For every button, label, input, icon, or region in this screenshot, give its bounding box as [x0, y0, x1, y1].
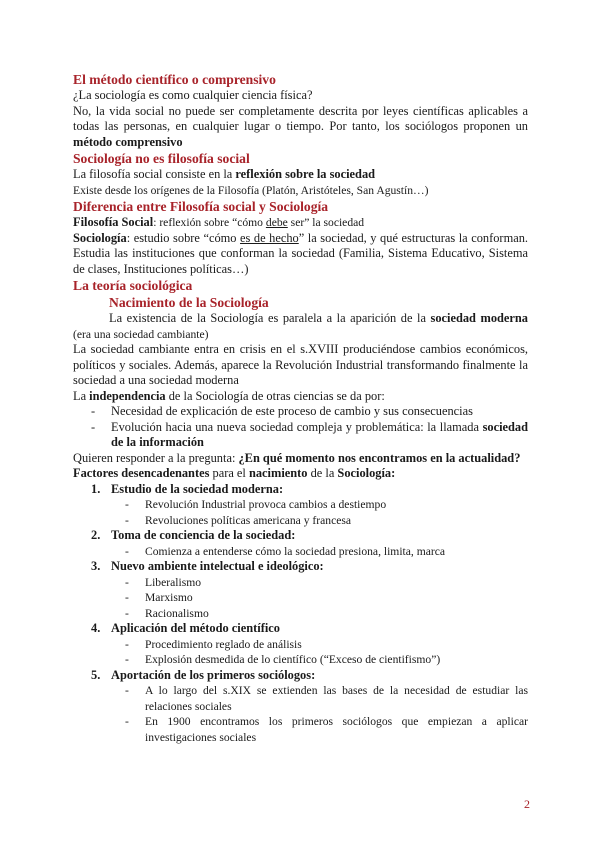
page-number: 2: [524, 797, 530, 811]
text-span: Quieren responder a la pregunta:: [73, 450, 239, 465]
list-item: [91, 420, 528, 451]
factor-item: [91, 559, 528, 621]
page-content: [73, 71, 528, 745]
list-item: - Revoluciones políticas americana y francesa: [125, 513, 528, 529]
paragraph-independencia: [73, 389, 528, 405]
list-item: - Revolución Industrial provoca cambios a destiempo: [125, 497, 528, 513]
factor-item: [91, 621, 528, 668]
list-item: - Procedimiento reglado de análisis: [125, 637, 528, 653]
paragraph-origenes: Existe desde los orígenes de la Filosofía (Platón, Aristóteles, San Agustín…): [73, 183, 429, 197]
paragraph-filosofia-social: [73, 167, 528, 183]
bold-sociologia: Sociología:: [337, 466, 396, 480]
independence-list: [73, 404, 528, 451]
factors-list: [73, 482, 528, 746]
text-span: ser” la sociedad: [287, 216, 365, 229]
heading-teoria: La teoría sociológica: [73, 278, 193, 293]
factor-title: Aportación de los primeros sociólogos:: [111, 667, 316, 682]
factor-item: [91, 528, 528, 559]
text-span: La existencia de la Sociología es paralela a la aparición de la: [109, 311, 431, 325]
subheading-nacimiento: Nacimiento de la Sociología: [109, 295, 269, 310]
factor-sublist: [111, 637, 528, 668]
text-span: de la: [307, 466, 338, 480]
list-item: - Marxismo: [125, 590, 528, 606]
paragraph-sociologia-def: [73, 231, 528, 278]
text-span: para el: [209, 466, 249, 480]
text-span: (era una sociedad cambiante): [73, 327, 209, 341]
bold-metodo-comprensivo: método comprensivo: [73, 134, 183, 149]
label-filosofia-social: Filosofía Social: [73, 215, 154, 229]
list-item: - Explosión desmedida de lo científico (“Exceso de cientifismo”): [125, 652, 528, 668]
text-span: ” la sociedad, y qué estructuras la conforman. Estudia las instituciones que conforman la sociedad (Familia, Sistema Educativo, Sistema de clases, Instituciones políticas…): [73, 230, 528, 276]
paragraph-filosofia-def: [73, 215, 528, 231]
bold-factores: Factores desencadenantes: [73, 466, 210, 480]
bold-sociedad-moderna: sociedad moderna: [430, 311, 528, 325]
paragraph-pregunta: [73, 451, 528, 467]
paragraph-sociedad-cambiante: La sociedad cambiante entra en crisis en el s.XVIII produciéndose cambios económicos, políticos y sociales. Además, aparece la Revolución Industrial transformando finalmente la sociedad a una sociedad moderna: [73, 342, 528, 387]
text-span: : estudio sobre “cómo: [126, 230, 241, 245]
factor-title: Toma de conciencia de la sociedad:: [111, 528, 296, 542]
list-item: - Racionalismo: [125, 606, 528, 622]
underlined-debe: debe: [265, 216, 288, 229]
paragraph-vida-social: [73, 104, 528, 151]
factor-sublist: [111, 575, 528, 622]
list-item: - En 1900 encontramos los primeros sociólogos que empiezan a aplicar investigaciones sociales: [125, 714, 528, 745]
list-item: - Comienza a entenderse cómo la sociedad presiona, limita, marca: [125, 544, 528, 560]
factor-item: [91, 667, 528, 746]
bold-nacimiento: nacimiento: [248, 466, 308, 480]
text-span: de la Sociología de otras ciencias se da por:: [165, 388, 385, 403]
text-span: La: [73, 388, 90, 403]
factor-sublist: [111, 683, 528, 745]
factor-number: 4.: [91, 621, 101, 635]
factor-number: 3.: [91, 559, 101, 573]
heading-no-filosofia: Sociología no es filosofía social: [73, 151, 250, 166]
factor-sublist: [111, 544, 528, 560]
bold-pregunta: ¿En qué momento nos encontramos en la actualidad?: [238, 450, 521, 465]
text-span: : reflexión sobre “cómo: [153, 216, 266, 229]
list-item: - Liberalismo: [125, 575, 528, 591]
factor-title: Estudio de la sociedad moderna:: [111, 481, 284, 496]
text-span: No, la vida social no puede ser completamente descrita por leyes científicas aplicables a todas las personas, en cualquier lugar o tiempo. Por tanto, los sociólogos proponen un: [73, 103, 528, 133]
question-sociologia: ¿La sociología es como cualquier ciencia física?: [73, 88, 313, 102]
label-sociologia: Sociología: [73, 230, 127, 245]
factor-number: 1.: [91, 481, 101, 496]
bold-independencia: independencia: [89, 388, 166, 403]
factor-title: Aplicación del método científico: [111, 621, 280, 635]
heading-metodo-cientifico: El método científico o comprensivo: [73, 72, 276, 87]
underlined-es-de-hecho: es de hecho: [240, 230, 299, 245]
text-span: La filosofía social consiste en la: [73, 167, 236, 181]
factor-title: Nuevo ambiente intelectual e ideológico:: [111, 559, 324, 573]
factor-number: 5.: [91, 667, 101, 682]
factor-sublist: [111, 497, 528, 528]
text-span: Evolución hacia una nueva sociedad compleja y problemática: la llamada: [111, 419, 483, 434]
bold-reflexion: reflexión sobre la sociedad: [235, 167, 376, 181]
list-item: - Necesidad de explicación de este proceso de cambio y sus consecuencias: [91, 404, 528, 420]
heading-diferencia: Diferencia entre Filosofía social y Sociología: [73, 199, 329, 214]
list-item: - A lo largo del s.XIX se extienden las bases de la necesidad de estudiar las relaciones sociales: [125, 683, 528, 714]
factor-number: 2.: [91, 528, 101, 542]
paragraph-factores: [73, 466, 528, 482]
bold-sociedad-informacion: sociedad de la información: [111, 419, 528, 449]
factor-item: [91, 481, 528, 529]
paragraph-existencia: [73, 311, 528, 342]
